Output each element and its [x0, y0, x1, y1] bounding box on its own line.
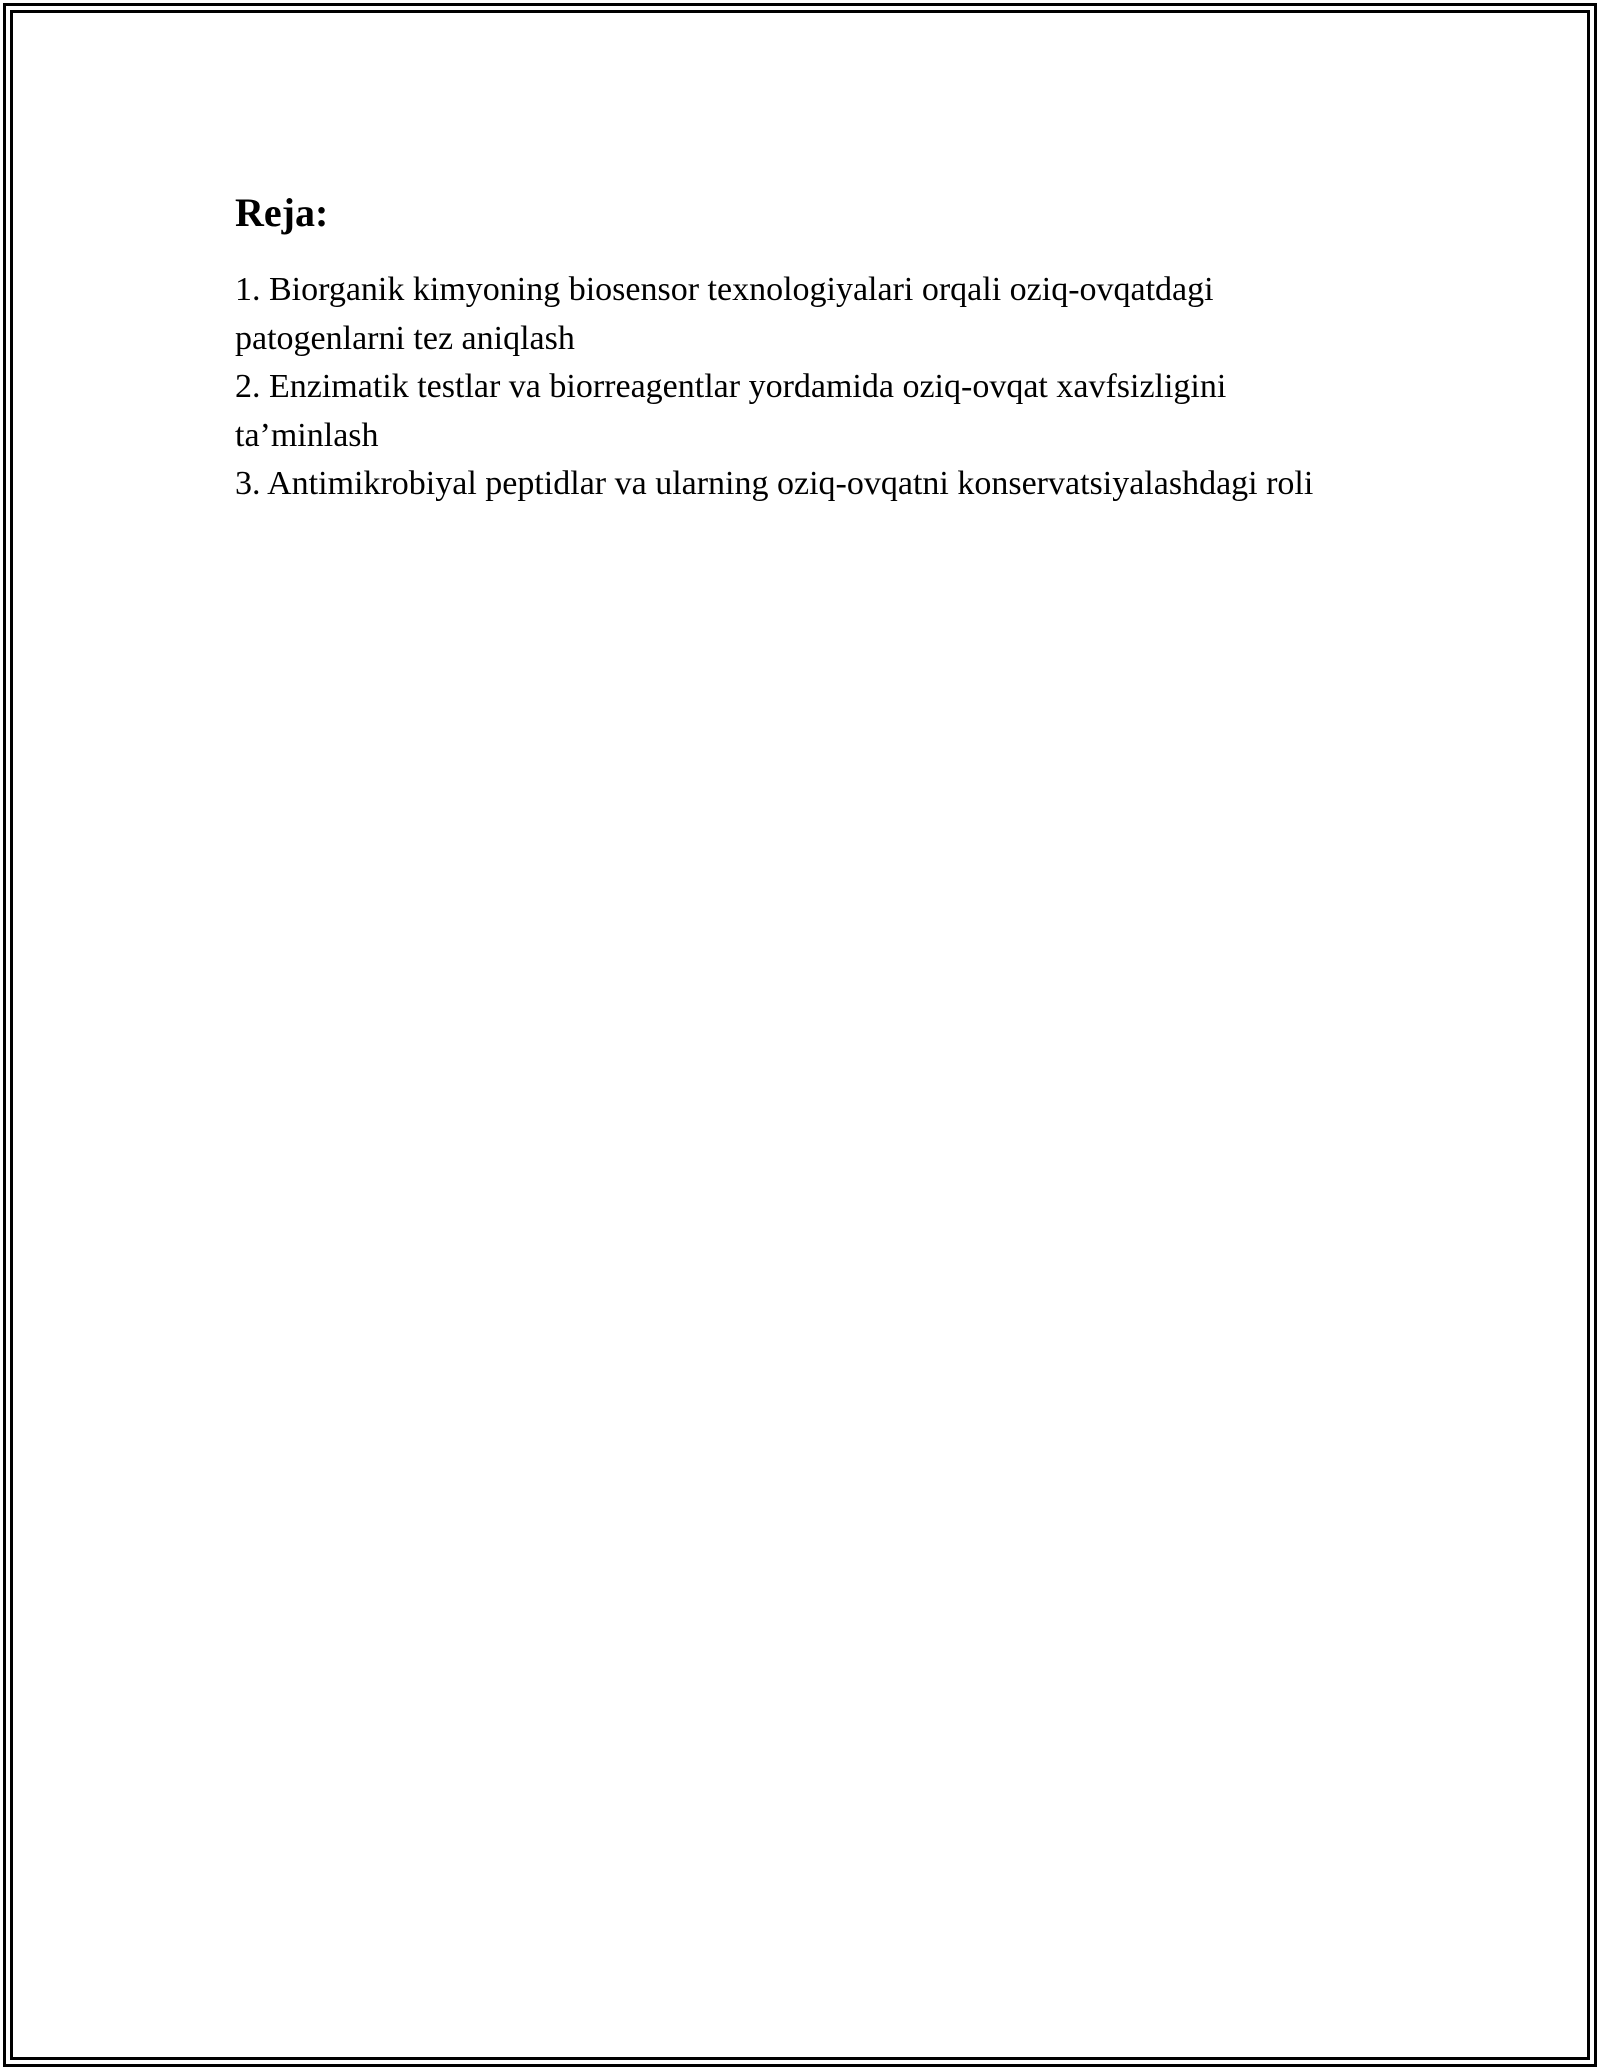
page-heading: Reja: [235, 190, 329, 235]
plan-item-3: 3. Antimikrobiyal peptidlar va ularning oziq-ovqatni konservatsiyalashdagi roli [235, 465, 1314, 502]
page-content [235, 188, 1365, 509]
plan-item-1: 1. Biorganik kimyoning biosensor texnologiyalari orqali oziq-ovqatdagi patogenlarni tez aniqlash [235, 271, 1214, 357]
plan-item-2: 2. Enzimatik testlar va biorreagentlar yordamida oziq-ovqat xavfsizligini ta’minlash [235, 368, 1227, 454]
plan-list [235, 266, 1365, 509]
